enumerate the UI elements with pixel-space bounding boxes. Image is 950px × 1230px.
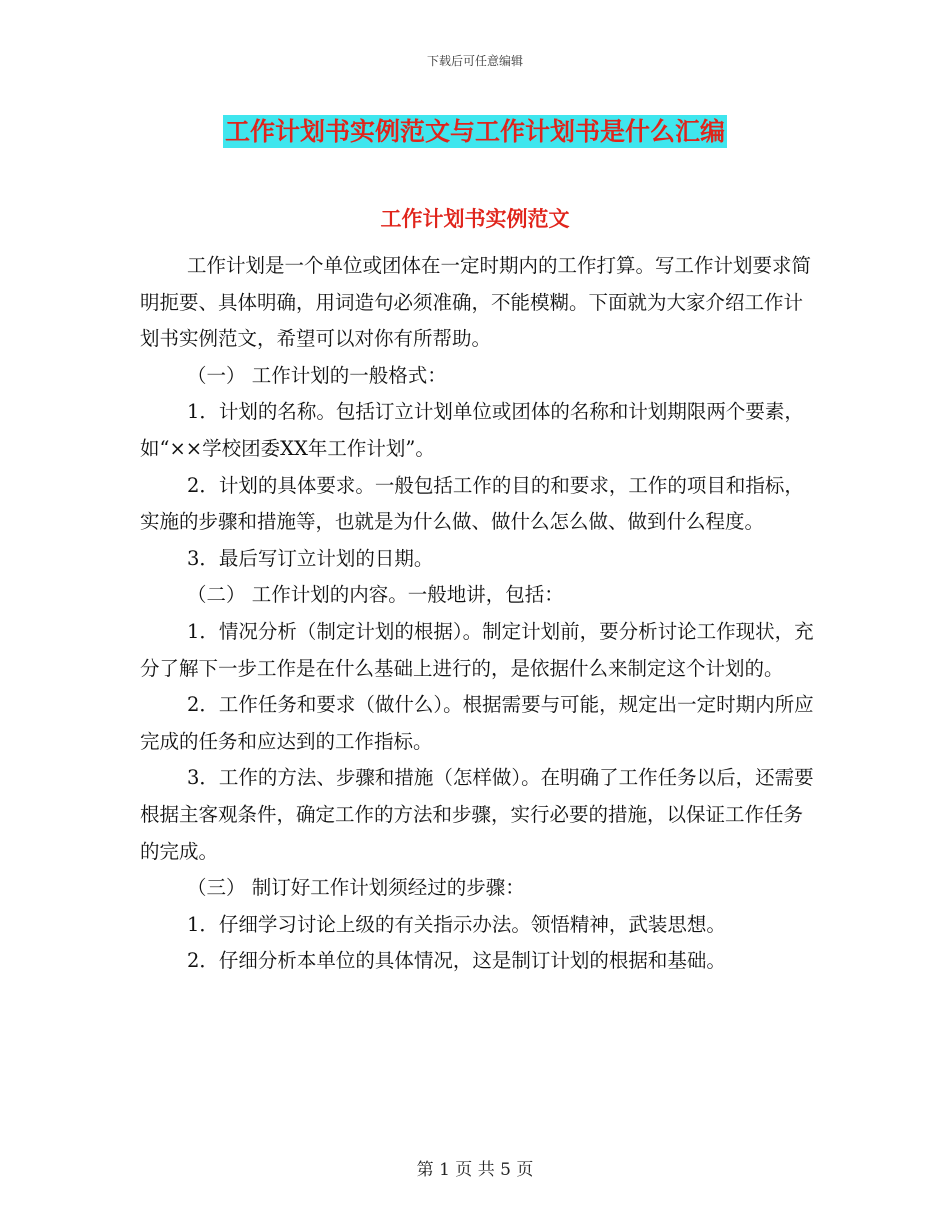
paragraph-content-2: 2．工作任务和要求（做什么）。根据需要与可能，规定出一定时期内所应完成的任务和应达到的工作指标。: [140, 693, 814, 753]
document-body: [140, 248, 820, 980]
paragraph-content-1: 1．情况分析（制定计划的根据）。制定计划前，要分析讨论工作现状，充分了解下一步工作是在什么基础上进行的，是依据什么来制定这个计划的。: [140, 619, 814, 680]
paragraph-format-1: 1．计划的名称。包括订立计划单位或团体的名称和计划期限两个要素，如“××学校团委XX年工作计划”。: [140, 400, 804, 460]
paragraph-format-3: 3．最后写订立计划的日期。: [187, 546, 434, 570]
paragraph-format-2: 2．计划的具体要求。一般包括工作的目的和要求，工作的项目和指标，实施的步骤和措施等，也就是为什么做、做什么怎么做、做到什么程度。: [140, 473, 804, 534]
page-number-footer: 第 1 页 共 5 页: [416, 1160, 534, 1180]
document-title-text: 工作计划书实例范文与工作计划书是什么汇编: [224, 117, 725, 146]
paragraph-content-3: 3．工作的方法、步骤和措施（怎样做）。在明确了工作任务以后，还需要根据主客观条件，确定工作的方法和步骤，实行必要的措施，以保证工作任务的完成。: [140, 766, 814, 863]
header-note: 下载后可任意编辑: [426, 54, 523, 68]
paragraph-intro: 工作计划是一个单位或团体在一定时期内的工作打算。写工作计划要求简明扼要、具体明确，用词造句必须准确，不能模糊。下面就为大家介绍工作计划书实例范文，希望可以对你有所帮助。: [140, 254, 812, 351]
heading-general-format: （一） 工作计划的一般格式：: [187, 363, 447, 387]
paragraph-steps-1: 1．仔细学习讨论上级的有关指示办法。领悟精神，武装思想。: [187, 912, 726, 936]
heading-plan-steps: （三） 制订好工作计划须经过的步骤：: [187, 876, 525, 900]
paragraph-steps-2: 2．仔细分析本单位的具体情况，这是制订计划的根据和基础。: [187, 949, 726, 973]
heading-plan-content: （二） 工作计划的内容。一般地讲，包括：: [187, 583, 564, 607]
document-title: [0, 112, 950, 148]
section-title: 工作计划书实例范文: [380, 206, 570, 231]
